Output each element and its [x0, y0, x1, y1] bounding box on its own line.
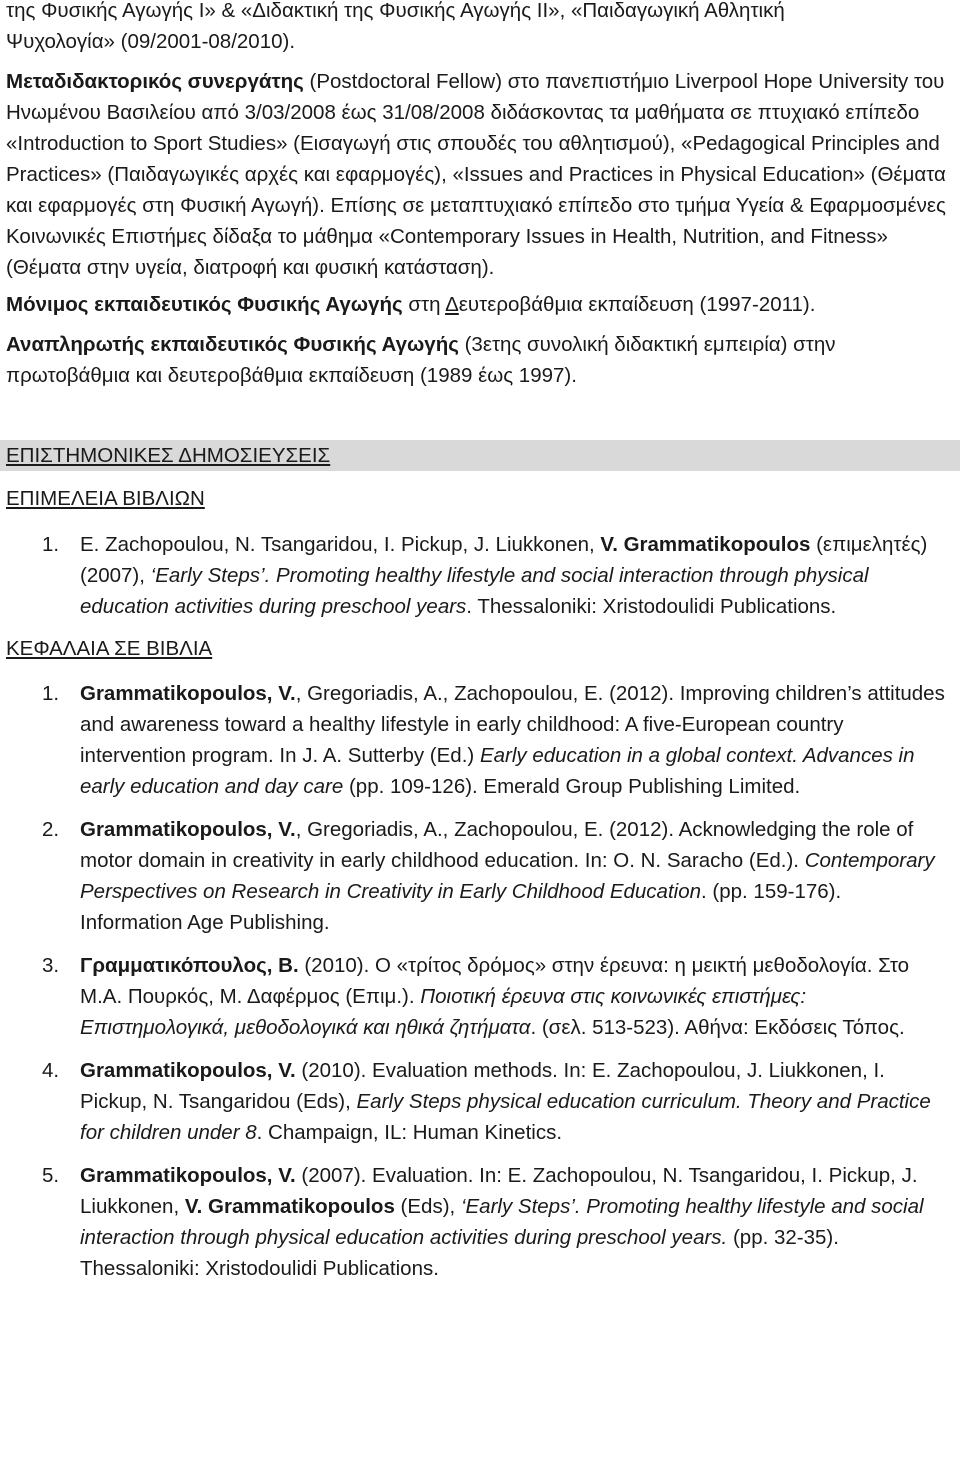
books-list — [6, 529, 948, 622]
chapter-italic-title: Early education in a global context. Advances in early education and day care — [80, 744, 915, 798]
item-number: 1. — [42, 682, 60, 705]
chapter-pre: (2007). Evaluation. In: E. Zachopoulou, N. Tsangaridou, I. Pickup, J. Liukkonen, — [80, 1164, 918, 1218]
permanent-title: Μόνιμος εκπαιδευτικός Φυσικής Αγωγής — [6, 293, 403, 316]
chapter-post: . Champaign, IL: Human Kinetics. — [256, 1121, 563, 1144]
chapter-italic-title: ‘Early Steps’. Promoting healthy lifestyle and social interaction through physical education activities during preschool years. — [80, 1195, 924, 1249]
chapter-pre: , Gregoriadis, A., Zachopoulou, E. (2012). Improving children’s attitudes and awareness toward a healthy lifestyle in early childhood: A five-European country intervention program. In J. A. Sutterby (Ed.) — [80, 682, 945, 767]
subsection-books-edited-heading: ΕΠΙΜΕΛΕΙΑ ΒΙΒΛΙΩΝ — [6, 487, 205, 510]
list-item — [6, 529, 948, 622]
chapter-bold-author: Γραμματικόπουλος, Β. — [80, 954, 299, 977]
subsection-chapters-heading: ΚΕΦΑΛΑΙΑ ΣΕ ΒΙΒΛΙΑ — [6, 637, 213, 660]
chapter-pre: (2010). Evaluation methods. In: E. Zachopoulou, J. Liukkonen, I. Pickup, N. Tsangaridou (Eds), — [80, 1059, 885, 1113]
chapter-bold-author: Grammatikopoulos, V. — [80, 1164, 296, 1187]
list-item — [6, 950, 948, 1043]
permanent-text-post: ευτεροβάθμια εκπαίδευση (1997-2011). — [458, 293, 816, 316]
chapter-pre-2: (Eds), — [394, 1195, 461, 1218]
chapter-italic-title: Early Steps physical education curriculum. Theory and Practice for children under 8 — [80, 1090, 931, 1144]
intro-line-2: Ψυχολογία» (09/2001-08/2010). — [6, 30, 296, 53]
book-mid: (επιμελητές) (2007), — [80, 533, 928, 587]
book-tail: . Thessaloniki: Xristodoulidi Publications. — [466, 595, 837, 618]
item-number: 3. — [42, 954, 60, 977]
chapter-italic-title: Ποιοτική έρευνα στις κοινωνικές επιστήμες: Επιστημολογικά, μεθοδολογικά και ηθικά ζητήματα — [80, 985, 807, 1039]
chapter-bold-author: Grammatikopoulos, V. — [80, 682, 296, 705]
chapter-post: (pp. 109-126). Emerald Group Publishing Limited. — [343, 775, 801, 798]
list-item — [6, 1055, 948, 1148]
chapter-bold-author: Grammatikopoulos, V. — [80, 818, 296, 841]
substitute-paragraph — [6, 329, 948, 391]
substitute-title: Αναπληρωτής εκπαιδευτικός Φυσικής Αγωγής — [6, 333, 459, 356]
item-number: 4. — [42, 1059, 60, 1082]
chapter-post: . (pp. 159-176). Information Age Publishing. — [80, 880, 842, 934]
chapter-post: (pp. 32-35). Thessaloniki: Xristodoulidi Publications. — [80, 1226, 839, 1280]
postdoc-text: (Postdoctoral Fellow) στο πανεπιστήμιο Liverpool Hope University του Ηνωμένου Βασιλείου από 3/03/2008 έως 31/08/2008 διδάσκοντας τα μαθήματα σε πτυχιακό επίπεδο «Introduction to Sport Studies» (Εισαγωγή στις σπουδές του αθλητισμού), «Pedagogical Principles and Practices» (Παιδαγωγικές αρχές και εφαρμογές), «Issues and Practices in Physical Education» (Θέματα και εφαρμογές στη Φυσική Αγωγή). Επίσης σε μεταπτυχιακό επίπεδο στο τμήμα Υγεία & Εφαρμοσμένες Κοινωνικές Επιστήμες δίδαξα το μάθημα «Contemporary Issues in Health, Nutrition, and Fitness» (Θέματα στην υγεία, διατροφή και φυσική κατάσταση). — [6, 70, 946, 279]
permanent-text-underlined: Δ — [445, 293, 459, 316]
chapter-italic-title: Contemporary Perspectives on Research in Creativity in Early Childhood Education — [80, 849, 935, 903]
permanent-text-pre: στη — [402, 293, 446, 316]
chapter-pre: (2010). Ο «τρίτος δρόμος» στην έρευνα: η μεικτή μεθοδολογία. Στο Μ.Α. Πουρκός, Μ. Δαφέρμος (Επιμ.). — [80, 954, 910, 1008]
intro-line-1: της Φυσικής Αγωγής Ι» & «Διδακτική της Φυσικής Αγωγής ΙΙ», «Παιδαγωγική Αθλητική — [6, 0, 785, 22]
item-number: 5. — [42, 1164, 60, 1187]
substitute-text: (3ετης συνολική διδακτική εμπειρία) στην πρωτοβάθμια και δευτεροβάθμια εκπαίδευση (1989 έως 1997). — [6, 333, 836, 387]
chapter-bold-author: Grammatikopoulos, V. — [80, 1059, 296, 1082]
postdoc-title: Μεταδιδακτορικός συνεργάτης — [6, 70, 304, 93]
chapter-post: . (σελ. 513-523). Αθήνα: Εκδόσεις Τόπος. — [530, 1016, 905, 1039]
item-number: 1. — [42, 533, 60, 556]
item-number: 2. — [42, 818, 60, 841]
book-authors: E. Zachopoulou, N. Tsangaridou, I. Pickup, J. Liukkonen, — [80, 533, 601, 556]
list-item — [6, 678, 948, 802]
chapters-list — [6, 678, 948, 1284]
chapter-bold-editor: V. Grammatikopoulos — [184, 1195, 395, 1218]
postdoc-paragraph — [6, 66, 948, 283]
permanent-paragraph — [6, 289, 948, 320]
book-bold-author: V. Grammatikopoulos — [600, 533, 811, 556]
chapter-pre: , Gregoriadis, A., Zachopoulou, E. (2012). Acknowledging the role of motor domain in creativity in early childhood education. In: O. N. Saracho (Ed.). — [80, 818, 914, 872]
list-item — [6, 1160, 948, 1284]
list-item — [6, 814, 948, 938]
section-publications-heading: ΕΠΙΣΤΗΜΟΝΙΚΕΣ ΔΗΜΟΣΙΕΥΣΕΙΣ — [0, 440, 960, 471]
book-title: ‘Early Steps’. Promoting healthy lifestyle and social interaction through physical education activities during preschool years — [80, 564, 869, 618]
intro-paragraph — [6, 0, 948, 57]
